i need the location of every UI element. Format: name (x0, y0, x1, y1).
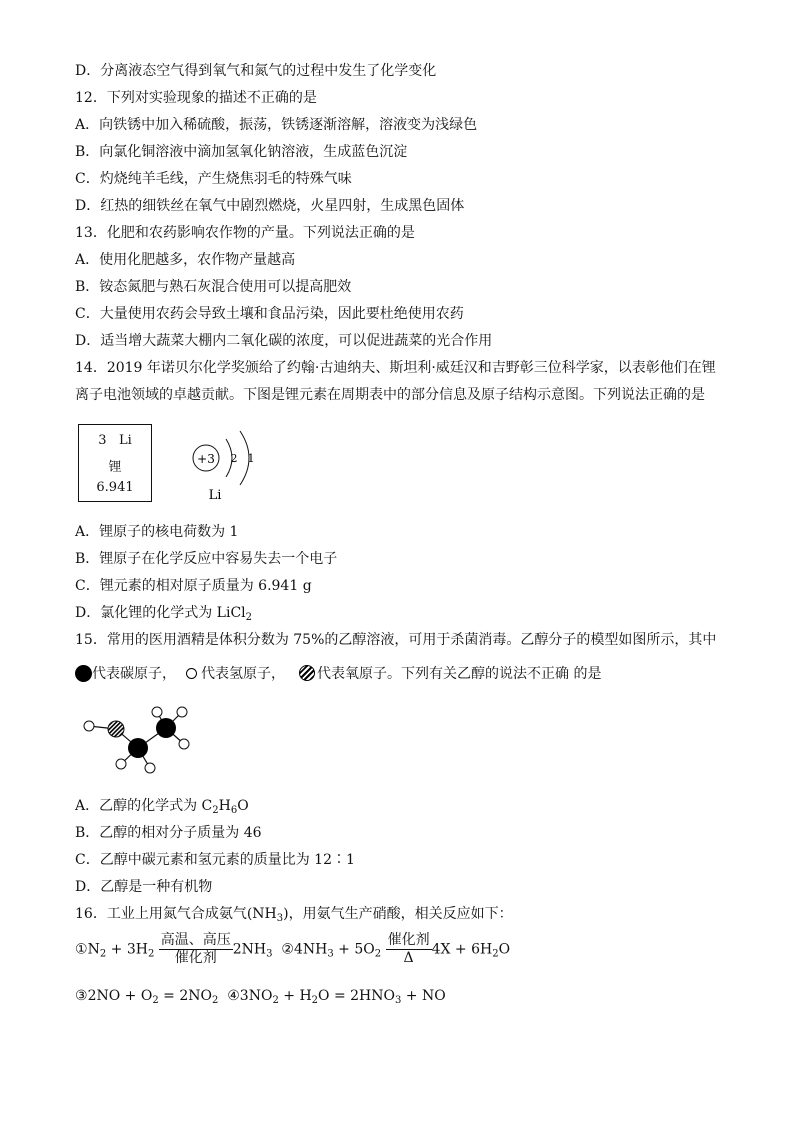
subscript: 2 (147, 948, 155, 960)
reaction-2-lhs: 4NH (293, 941, 328, 958)
oxygen-atom-icon (299, 665, 315, 681)
reaction-1-lhs: N (87, 941, 100, 958)
reaction-1-reagent: + 3H (106, 941, 148, 958)
reaction-2-condition-top: 催化剂 (387, 932, 430, 948)
lithium-atom-structure-diagram (186, 425, 276, 505)
subscript: 2 (272, 995, 279, 1006)
nucleus-charge: +3 (197, 452, 215, 466)
subscript: 2 (212, 805, 219, 816)
atom-label: Li (208, 488, 222, 503)
q15-option-c: C．乙醇中碳元素和氢元素的质量比为 12∶1 (75, 852, 355, 868)
q13-option-c: C．大量使用农药会导致土壤和食品污染，因此要杜绝使用农药 (75, 306, 464, 322)
reaction-2-product: 4X + 6H (431, 941, 493, 958)
subscript: 2 (152, 995, 159, 1006)
q16-stem-text: 16．工业上用氮气合成氨气(NH (75, 906, 277, 922)
element-number: 3 (98, 433, 107, 448)
q16-stem-text-end: )，用氨气生产硝酸，相关反应如下： (283, 906, 513, 922)
q14-option-d-text: D．氯化锂的化学式为 LiCl (75, 605, 246, 621)
element-card-lithium (78, 424, 152, 502)
q14-option-d-subscript: 2 (245, 612, 253, 623)
q14-option-b: B．锂原子在化学反应中容易失去一个电子 (75, 551, 338, 567)
subscript: 2 (492, 948, 499, 960)
element-mass: 6.941 (96, 480, 134, 495)
q12-stem: 12．下列对实验现象的描述不正确的是 (75, 90, 317, 106)
reaction-1-and-2 (75, 932, 510, 967)
carbon-atom (156, 718, 176, 738)
reaction-3-product: = 2NO (158, 988, 212, 1004)
q13-stem: 13．化肥和农药影响农作物的产量。下列说法正确的是 (75, 225, 415, 241)
subscript: 3 (266, 948, 273, 960)
reaction-4-product: O = 2HNO (318, 988, 395, 1004)
q13-option-a: A．使用化肥越多，农作物产量越高 (75, 252, 296, 268)
reaction-4-number: ④ (227, 988, 240, 1004)
element-symbol: Li (118, 433, 132, 448)
element-number-symbol (79, 433, 151, 448)
q12-option-c: C．灼烧纯羊毛线，产生烧焦羽毛的特殊气味 (75, 171, 352, 187)
subscript: 2 (374, 948, 382, 960)
reaction-2-condition-bottom: Δ (403, 950, 414, 966)
hydrogen-atom (179, 739, 189, 749)
reaction-3-number: ③ (75, 988, 88, 1004)
legend-carbon: 代表碳原子， (92, 666, 176, 682)
reaction-1-condition-top: 高温、高压 (160, 932, 231, 948)
reaction-2-product-end: O (498, 941, 511, 958)
q12-option-b: B．向氯化铜溶液中滴加氢氧化钠溶液，生成蓝色沉淀 (75, 144, 408, 160)
hydrogen-atom (84, 721, 94, 731)
q15-option-a-h: H (218, 798, 231, 814)
legend-oxygen: 代表氧原子。下列有关乙醇的说法不正确 的是 (317, 666, 602, 682)
q12-option-a: A．向铁锈中加入稀硫酸，振荡，铁锈逐渐溶解，溶液变为浅绿色 (75, 117, 478, 133)
reaction-4-text: 3NO (239, 988, 273, 1004)
shell-2-electrons: 1 (247, 452, 255, 465)
q16-stem (75, 905, 513, 923)
reaction-3-text: 2NO + O (87, 988, 153, 1004)
reaction-2-condition (386, 932, 432, 967)
reaction-1-number: ① (75, 941, 88, 958)
ethanol-molecule-model (78, 700, 198, 775)
q13-option-b: B．铵态氮肥与熟石灰混合使用可以提高肥效 (75, 279, 352, 295)
q15-legend (75, 663, 601, 687)
q15-option-a (75, 797, 249, 815)
q12-option-d: D．红热的细铁丝在氧气中剧烈燃烧，火星四射，生成黑色固体 (75, 198, 465, 214)
q15-option-a-o: O (237, 798, 249, 814)
subscript: 2 (311, 995, 319, 1006)
element-name: 锂 (108, 460, 122, 475)
oxygen-atom (108, 721, 124, 737)
subscript: 6 (230, 805, 238, 816)
q14-option-c: C．锂元素的相对原子质量为 6.941 g (75, 578, 312, 594)
carbon-atom (128, 738, 148, 758)
carbon-atom-icon (75, 665, 92, 682)
subscript: 3 (394, 995, 402, 1006)
q14-option-a: A．锂原子的核电荷数为 1 (75, 524, 239, 540)
reaction-1-product: 2NH (232, 941, 267, 958)
shell-1-electrons: 2 (230, 452, 238, 465)
hydrogen-atom (177, 707, 187, 717)
reaction-4-reagent: + H (278, 988, 312, 1004)
hydrogen-atom-icon (186, 668, 197, 679)
q15-option-a-text: A．乙醇的化学式为 C (75, 798, 213, 814)
subscript: 2 (211, 995, 219, 1006)
hydrogen-atom (145, 763, 155, 773)
q11-option-d: D．分离液态空气得到氧气和氮气的过程中发生了化学变化 (75, 63, 437, 79)
reaction-2-reagent: + 5O (333, 941, 375, 958)
reaction-3-and-4 (75, 988, 446, 1004)
subscript: 2 (99, 948, 107, 960)
q15-option-d: D．乙醇是一种有机物 (75, 879, 213, 895)
reaction-1-condition (159, 932, 233, 967)
hydrogen-atom (152, 707, 162, 717)
q15-stem: 15．常用的医用酒精是体积分数为 75%的乙醇溶液，可用于杀菌消毒。乙醇分子的模型如图所示，其中 (75, 632, 717, 648)
reaction-1-condition-bottom: 催化剂 (174, 950, 217, 966)
reaction-2-number: ② (281, 941, 294, 958)
legend-hydrogen: 代表氢原子， (201, 666, 285, 682)
q14-option-d (75, 604, 252, 622)
subscript: 3 (327, 948, 334, 960)
q13-option-d: D．适当增大蔬菜大棚内二氧化碳的浓度，可以促进蔬菜的光合作用 (75, 333, 493, 349)
reaction-4-product-end: + NO (401, 988, 446, 1004)
q14-stem: 14．2019 年诺贝尔化学奖颁给了约翰·古迪纳夫、斯坦利·威廷汉和吉野彰三位科学家，以表彰他们在锂离子电池领域的卓越贡献。下图是锂元素在周期表中的部分信息及原子结构示意图。下列说法正确的是 (75, 360, 716, 403)
subscript: 3 (276, 913, 284, 924)
hydrogen-atom (116, 759, 126, 769)
q15-option-b: B．乙醇的相对分子质量为 46 (75, 825, 262, 841)
